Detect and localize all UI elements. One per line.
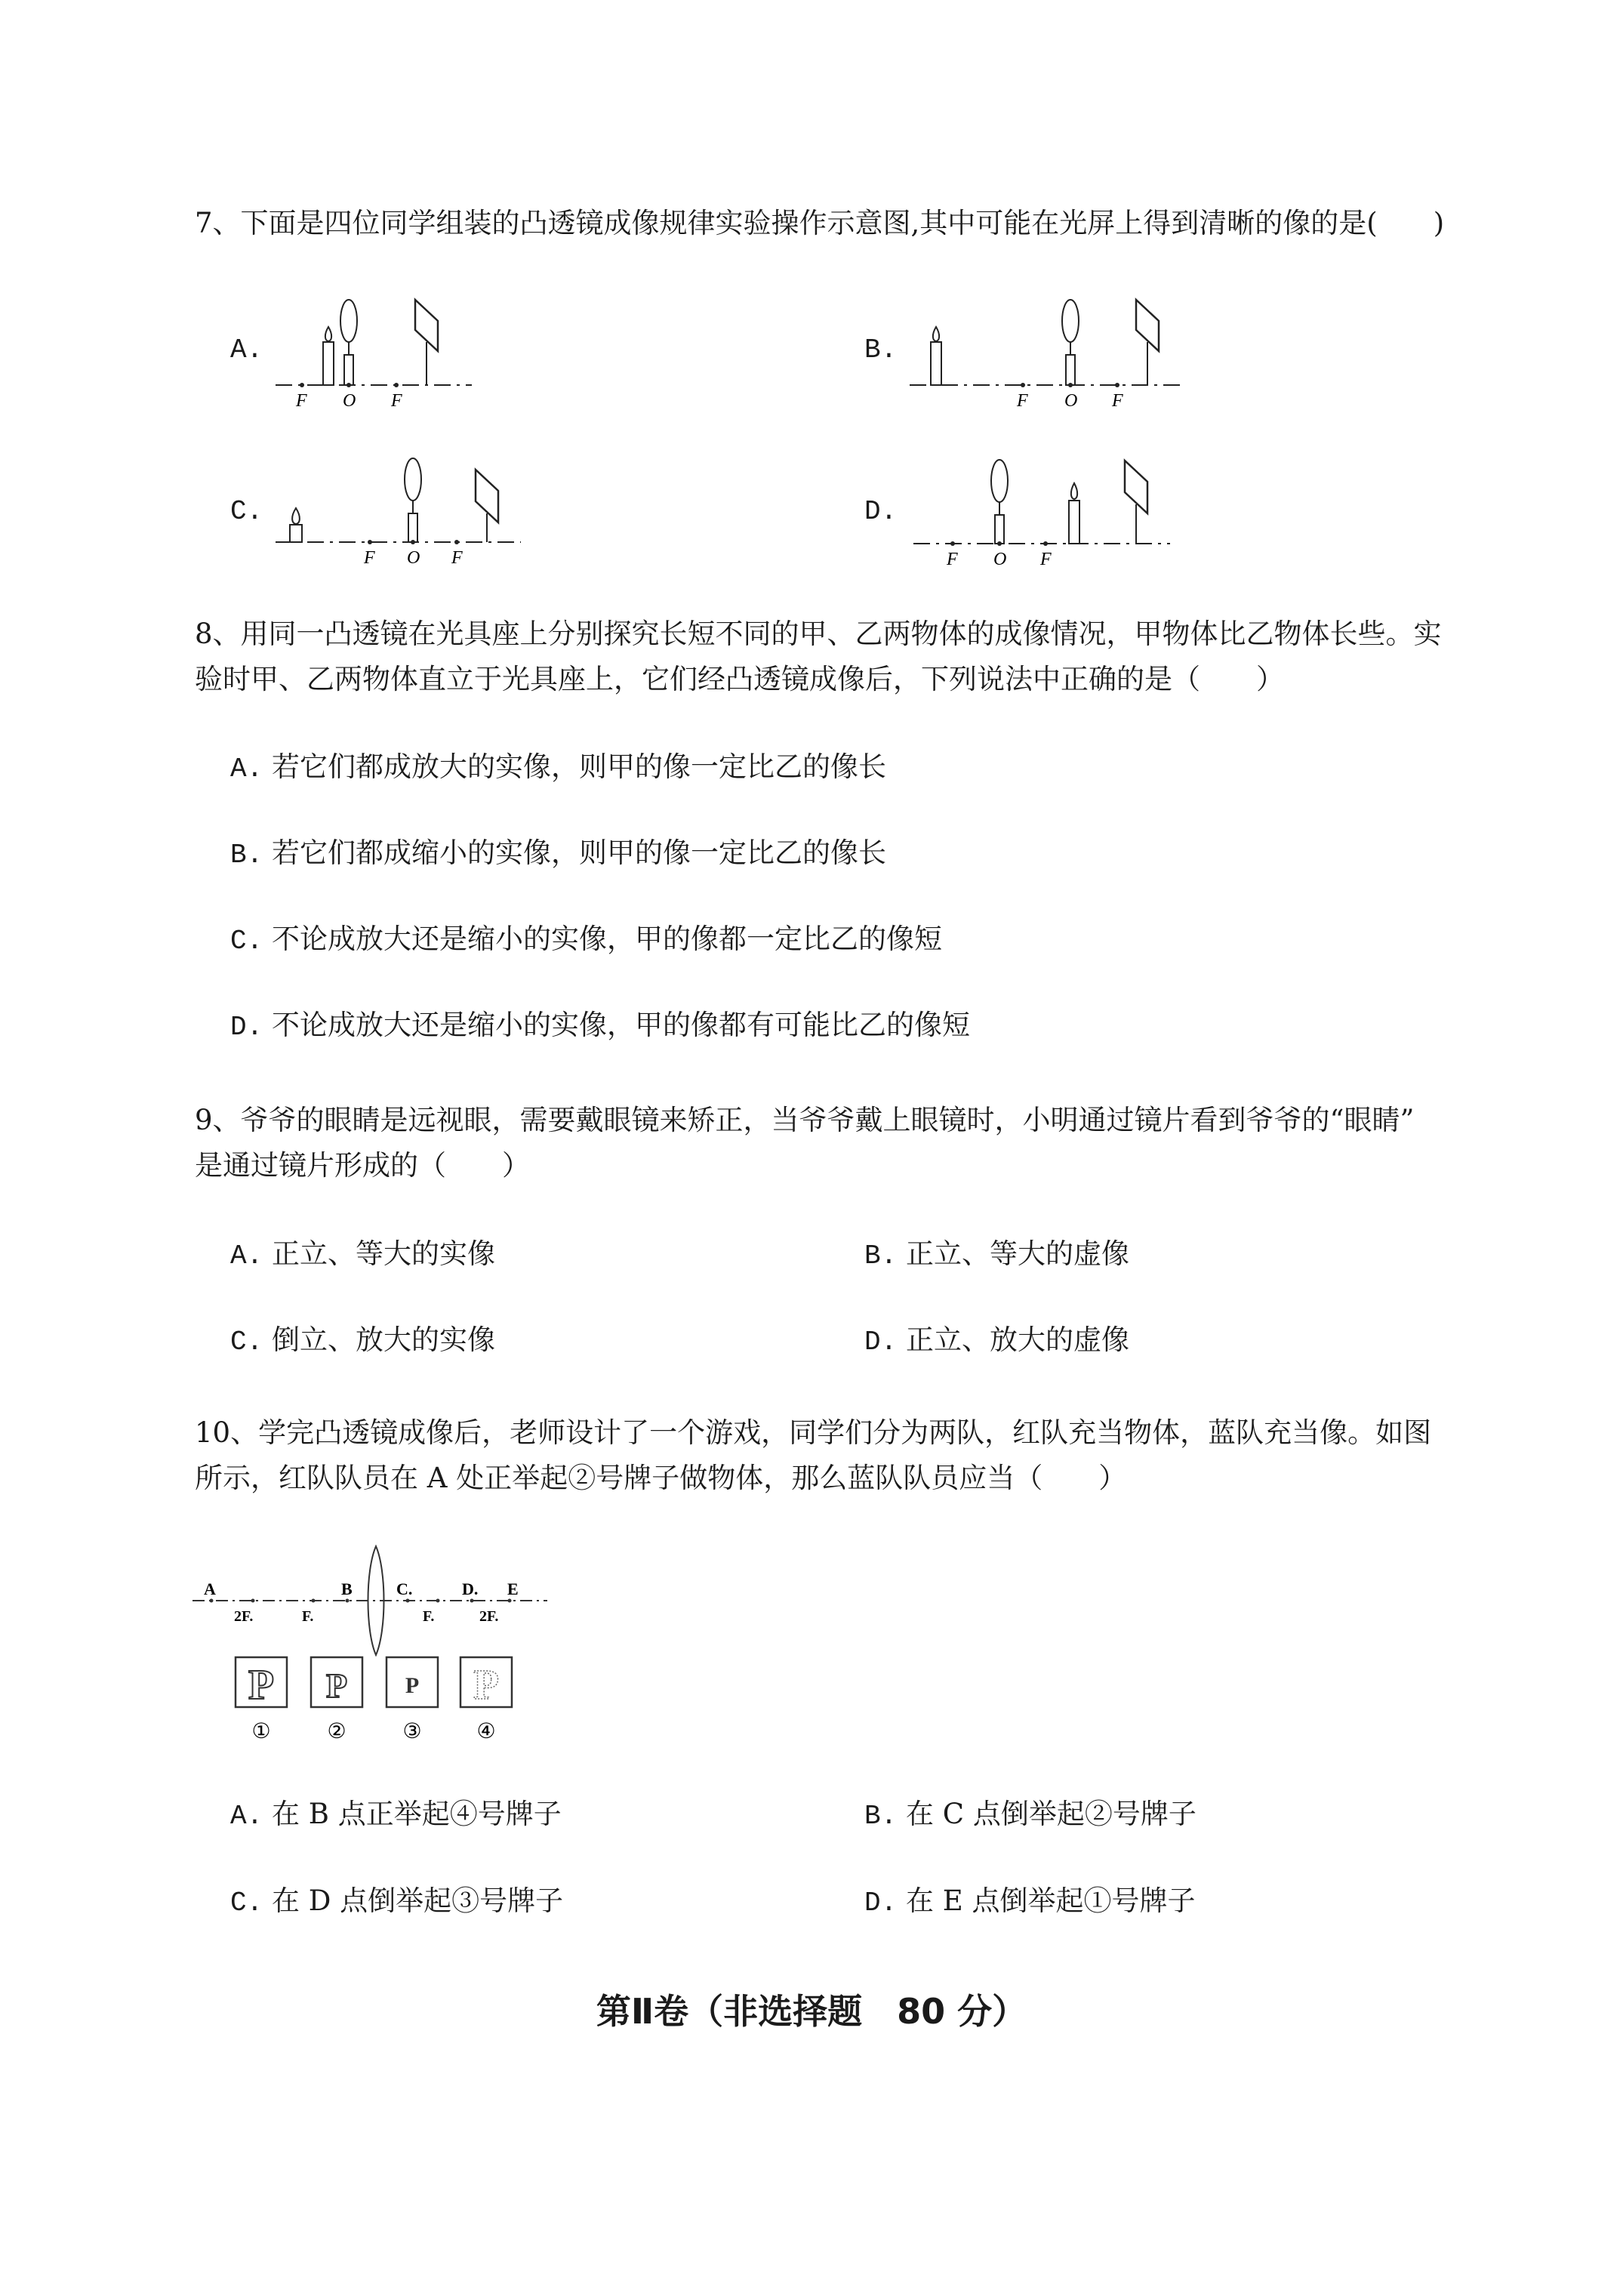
card-4-letter: P bbox=[473, 1662, 500, 1709]
q7-option-a-label: A. bbox=[230, 334, 263, 365]
focus-label-2f-left: 2F. bbox=[234, 1608, 254, 1625]
card-3-letter: P bbox=[405, 1673, 420, 1698]
card-number-3: ③ bbox=[402, 1720, 422, 1743]
q10-option-d[interactable]: D. 在 E 点倒举起①号牌子 bbox=[864, 1885, 1196, 1918]
q8-option-a[interactable]: A. 若它们都成放大的实像，则甲的像一定比乙的像长 bbox=[230, 750, 886, 784]
svg-text:O: O bbox=[407, 548, 420, 568]
q8-stem-line2: 验时甲、乙两物体直立于光具座上，它们经凸透镜成像后，下列说法中正确的是（ ） bbox=[195, 663, 1284, 695]
focus-point-left bbox=[300, 383, 304, 387]
q9-option-a[interactable]: A. 正立、等大的实像 bbox=[230, 1237, 495, 1271]
lens bbox=[1062, 300, 1079, 342]
svg-text:F: F bbox=[451, 548, 463, 568]
card-number-2: ② bbox=[327, 1720, 346, 1743]
svg-text:O: O bbox=[1064, 391, 1078, 411]
focus-label-2f-right: 2F. bbox=[479, 1608, 499, 1625]
svg-text:O: O bbox=[993, 550, 1007, 569]
q7-figure-c bbox=[272, 453, 528, 574]
q10-stem-line1: 10、学完凸透镜成像后，老师设计了一个游戏，同学们分为两队，红队充当物体，蓝队充当像。如图 bbox=[195, 1416, 1432, 1449]
section-title: 第Ⅱ卷（非选择题 80 分） bbox=[596, 1991, 1027, 2032]
focus-label: F bbox=[391, 391, 402, 411]
point-label-e: E bbox=[507, 1579, 519, 1598]
card-2-letter: P bbox=[325, 1666, 348, 1705]
q9-option-c[interactable]: C. 倒立、放大的实像 bbox=[230, 1324, 495, 1358]
center-label: O bbox=[343, 391, 356, 411]
candle bbox=[931, 342, 941, 385]
candle bbox=[323, 342, 334, 385]
q10-figure bbox=[189, 1540, 551, 1752]
lens-stand bbox=[344, 355, 353, 385]
q10-option-b[interactable]: B. 在 C 点倒举起②号牌子 bbox=[864, 1798, 1196, 1832]
q10-option-c[interactable]: C. 在 D 点倒举起③号牌子 bbox=[230, 1885, 564, 1918]
focus-label-f-left: F. bbox=[302, 1608, 314, 1625]
flame bbox=[292, 508, 300, 524]
q8-option-d[interactable]: D. 不论成放大还是缩小的实像，甲的像都有可能比乙的像短 bbox=[230, 1009, 970, 1043]
focus-label-f-right: F. bbox=[423, 1608, 435, 1625]
q9-stem-line1: 9、爷爷的眼睛是远视眼，需要戴眼镜来矫正，当爷爷戴上眼镜时，小明通过镜片看到爷爷的“眼睛” bbox=[195, 1104, 1415, 1136]
lens bbox=[340, 300, 357, 342]
svg-text:F: F bbox=[364, 548, 375, 568]
card-number-4: ④ bbox=[476, 1720, 496, 1743]
q7-option-d-label: D. bbox=[864, 496, 898, 527]
q7-figure-d bbox=[906, 449, 1178, 574]
focus-label: F bbox=[296, 391, 307, 411]
svg-text:F: F bbox=[1112, 391, 1123, 411]
flame bbox=[933, 327, 939, 341]
q7-stem: 7、下面是四位同学组装的凸透镜成像规律实验操作示意图,其中可能在光屏上得到清晰的像的是( ) bbox=[195, 207, 1445, 239]
q7-option-b-label: B. bbox=[864, 334, 898, 365]
q9-stem-line2: 是通过镜片形成的（ ） bbox=[195, 1149, 530, 1182]
q8-option-b[interactable]: B. 若它们都成缩小的实像，则甲的像一定比乙的像长 bbox=[230, 837, 886, 871]
flame bbox=[325, 327, 331, 341]
q10-option-a[interactable]: A. 在 B 点正举起④号牌子 bbox=[230, 1798, 562, 1832]
q10-stem-line2: 所示，红队队员在 A 处正举起②号牌子做物体，那么蓝队队员应当（ ） bbox=[195, 1462, 1127, 1494]
q7-figure-a bbox=[272, 291, 476, 411]
point-label-d: D. bbox=[462, 1579, 479, 1598]
svg-text:F: F bbox=[947, 550, 958, 569]
card-number-1: ① bbox=[251, 1720, 271, 1743]
card-1-letter: P bbox=[248, 1662, 275, 1709]
q9-option-b[interactable]: B. 正立、等大的虚像 bbox=[864, 1237, 1129, 1271]
candle bbox=[1069, 501, 1079, 544]
q7-figure-b bbox=[906, 291, 1193, 411]
svg-text:F: F bbox=[1040, 550, 1052, 569]
candle bbox=[290, 525, 302, 542]
svg-text:F: F bbox=[1017, 391, 1028, 411]
lens bbox=[405, 458, 421, 501]
flame bbox=[1071, 483, 1077, 499]
q9-option-d[interactable]: D. 正立、放大的虚像 bbox=[864, 1324, 1129, 1358]
q8-stem-line1: 8、用同一凸透镜在光具座上分别探究长短不同的甲、乙两物体的成像情况，甲物体比乙物体长些。实 bbox=[195, 618, 1442, 650]
point-label-c: C. bbox=[396, 1579, 413, 1598]
focus-point-right bbox=[394, 383, 399, 387]
q7-option-c-label: C. bbox=[230, 496, 263, 527]
q8-option-c[interactable]: C. 不论成放大还是缩小的实像，甲的像都一定比乙的像短 bbox=[230, 923, 942, 957]
lens bbox=[991, 460, 1008, 502]
point-label-b: B bbox=[341, 1579, 353, 1598]
point-label-a: A bbox=[204, 1579, 216, 1598]
